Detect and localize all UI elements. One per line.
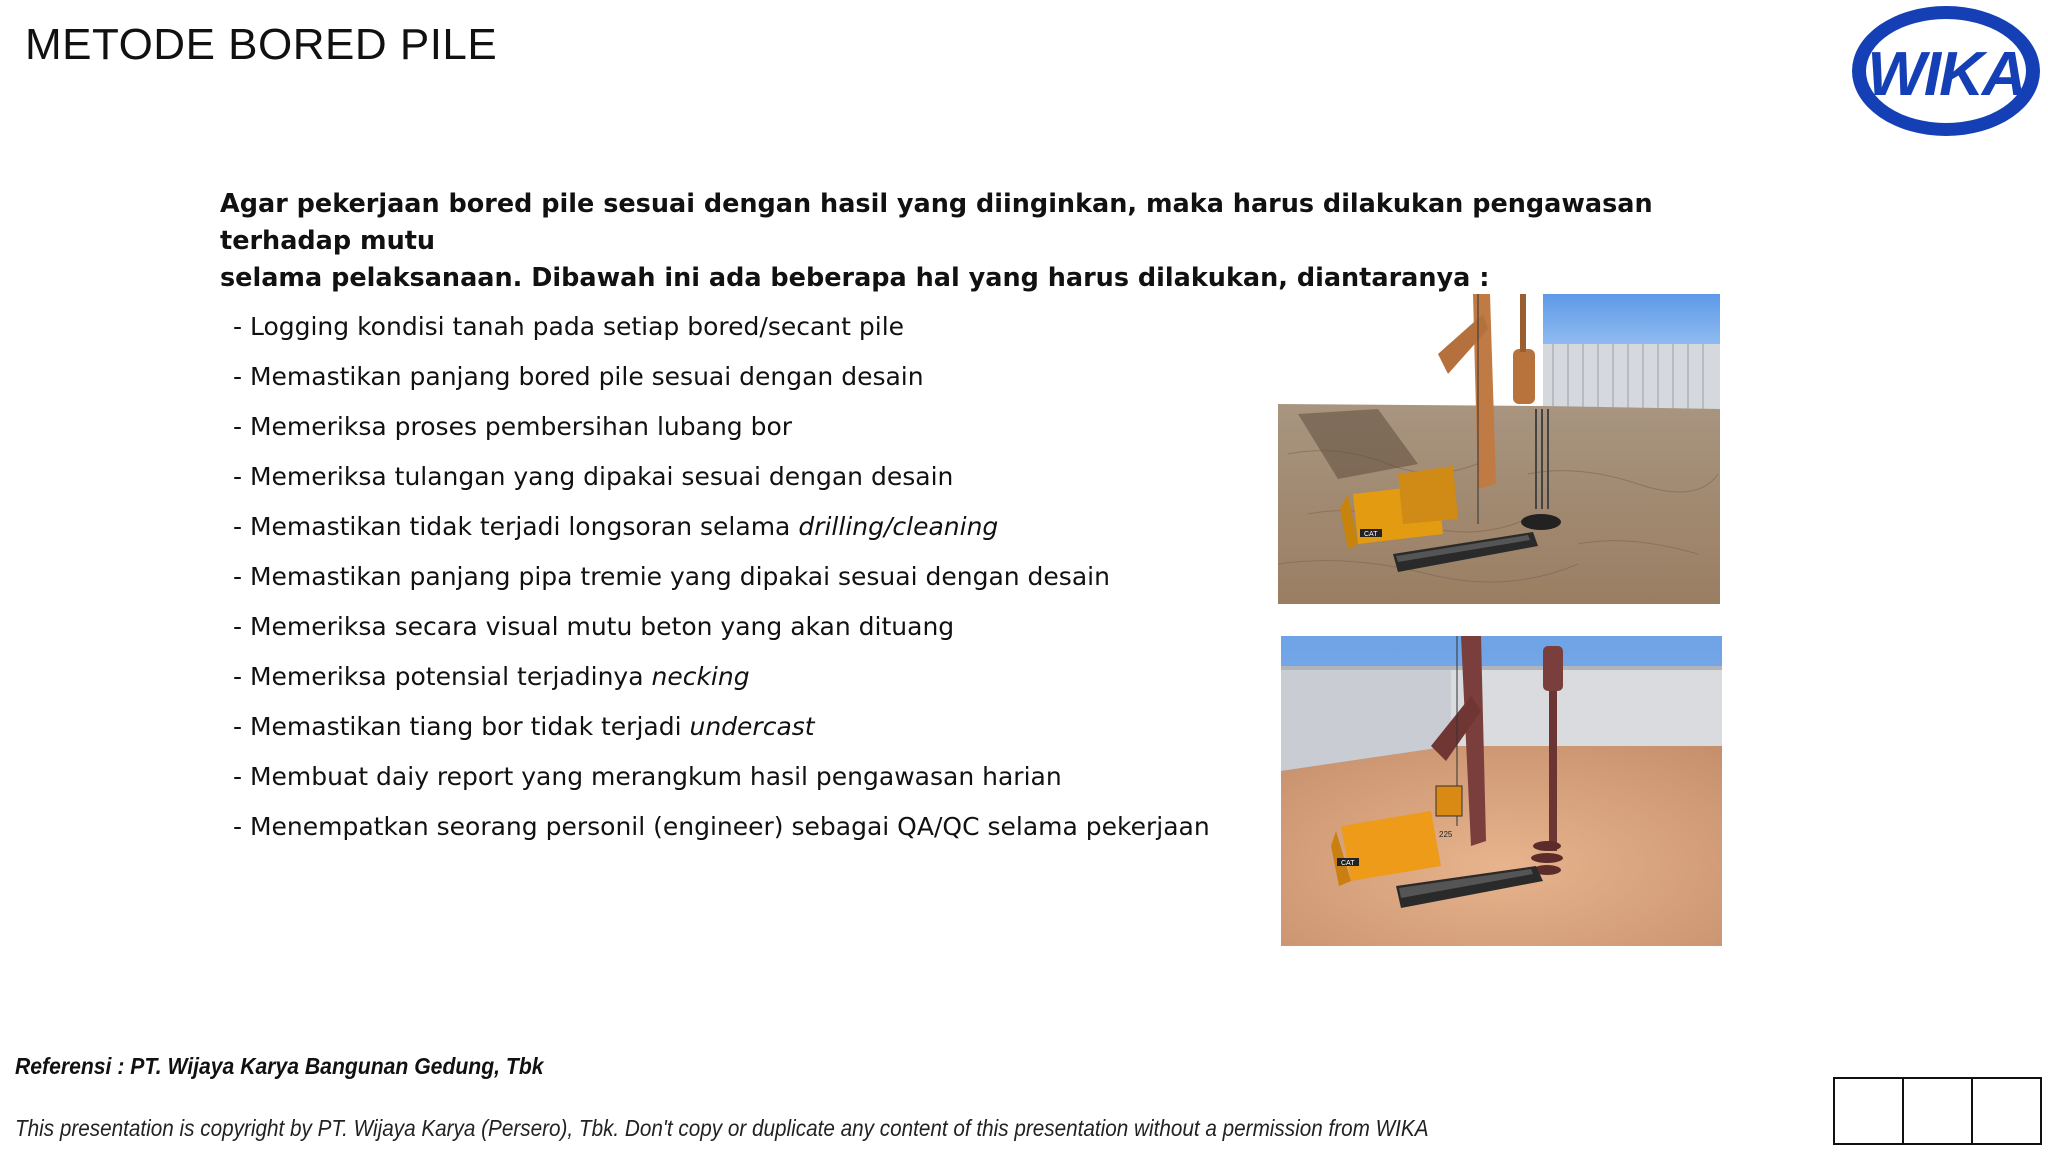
list-item: - Membuat daiy report yang merangkum hasil pengawasan harian <box>233 762 1062 791</box>
list-item: - Memastikan tidak terjadi longsoran selama drilling/cleaning <box>233 512 999 541</box>
checklist <box>233 305 1210 855</box>
wika-logo <box>1848 2 2044 140</box>
footer-boxes <box>1833 1077 2042 1145</box>
intro-line-2: selama pelaksanaan. Dibawah ini ada beberapa hal yang harus dilakukan, diantaranya : <box>220 263 1490 293</box>
list-item: - Memeriksa secara visual mutu beton yang akan dituang <box>233 612 955 641</box>
footer-box <box>1833 1077 1904 1145</box>
footer-box <box>1902 1077 1973 1145</box>
list-item: - Memeriksa tulangan yang dipakai sesuai dengan desain <box>233 462 954 491</box>
reference-text: Referensi : PT. Wijaya Karya Bangunan Gedung, Tbk <box>15 1053 544 1079</box>
list-item: - Memastikan panjang bored pile sesuai dengan desain <box>233 362 924 391</box>
list-item: - Memastikan panjang pipa tremie yang dipakai sesuai dengan desain <box>233 562 1110 591</box>
rig1-brand: CAT <box>1364 531 1378 538</box>
wika-logo-text: WIKA <box>1867 40 2025 109</box>
list-item: - Memeriksa proses pembersihan lubang bor <box>233 412 793 441</box>
slide-title: METODE BORED PILE <box>25 20 498 69</box>
rig2-label: 225 <box>1439 830 1453 839</box>
rig2-brand: CAT <box>1341 860 1355 867</box>
list-item: - Memeriksa potensial terjadinya necking <box>233 662 750 691</box>
intro-line-1: Agar pekerjaan bored pile sesuai dengan hasil yang diinginkan, maka harus dilakukan pengawasan terhadap mutu <box>220 189 1653 256</box>
list-item: - Memastikan tiang bor tidak terjadi undercast <box>233 712 815 741</box>
copyright-notice: This presentation is copyright by PT. Wijaya Karya (Persero), Tbk. Don't copy or duplicate any content of this presentation without a permission from WIKA <box>15 1115 1429 1141</box>
intro-paragraph <box>220 186 1700 297</box>
bored-pile-rig-image-2 <box>1281 636 1722 946</box>
list-item: - Menempatkan seorang personil (engineer) sebagai QA/QC selama pekerjaan <box>233 812 1210 841</box>
bored-pile-rig-image-1 <box>1278 294 1720 604</box>
list-item: - Logging kondisi tanah pada setiap bored/secant pile <box>233 312 905 341</box>
footer-box <box>1971 1077 2042 1145</box>
